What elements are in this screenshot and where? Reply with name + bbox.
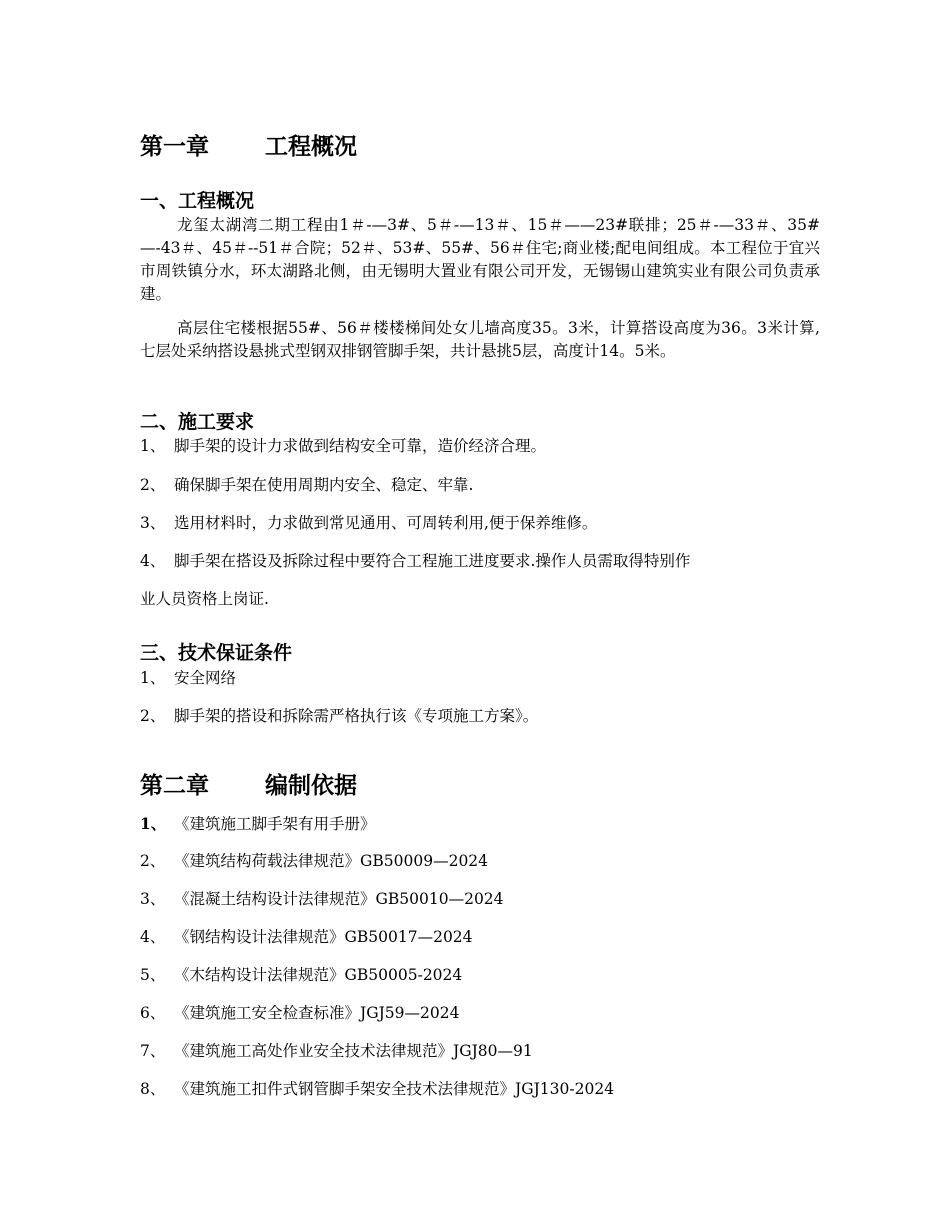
- list-text: 《建筑施工脚手架有用手册》: [174, 815, 376, 833]
- reference-item: [140, 964, 462, 987]
- list-number: 2、: [140, 707, 166, 725]
- reference-item: [140, 812, 376, 836]
- list-number: 1、: [140, 814, 167, 833]
- chapter-title: 工程概况: [265, 134, 357, 160]
- paragraph: 龙玺太湖湾二期工程由1＃-—3#、5＃-—13＃、15＃——23#联排；25＃-—33＃、35#—-43＃、45＃--51＃合院；52＃、53#、55#、56＃住宅;商业楼;配电间组成。本工程位于宜兴市周铁镇分水，环太湖路北侧，由无锡明大置业有限公司开发，无锡锡山建筑实业有限公司负责承建。: [140, 216, 820, 303]
- section-heading: 二、施工要求: [140, 411, 255, 433]
- list-item: [140, 705, 538, 728]
- list-item: [140, 550, 690, 573]
- list-item-continuation: 业人员资格上岗证.: [140, 590, 269, 608]
- list-text: 确保脚手架在使用周期内安全、稳定、牢靠.: [174, 476, 474, 494]
- reference-item: [140, 1078, 614, 1101]
- list-text: 《建筑施工扣件式钢管脚手架安全技术法律规范》JGJ130-2024: [174, 1080, 615, 1098]
- list-text: 《木结构设计法律规范》GB50005-2024: [174, 966, 463, 984]
- list-number: 7、: [140, 1042, 166, 1060]
- list-text: 脚手架在搭设及拆除过程中要符合工程施工进度要求.操作人员需取得特别作: [174, 552, 691, 570]
- list-item: [140, 435, 546, 458]
- list-number: 8、: [140, 1080, 166, 1098]
- reference-item: [140, 888, 504, 911]
- list-text: 《钢结构设计法律规范》GB50017—2024: [174, 928, 473, 946]
- reference-item: [140, 926, 473, 949]
- list-number: 4、: [140, 552, 166, 570]
- list-number: 4、: [140, 928, 166, 946]
- section-heading: 三、技术保证条件: [140, 642, 293, 664]
- reference-item: [140, 1002, 459, 1025]
- list-number: 5、: [140, 966, 166, 984]
- list-number: 6、: [140, 1004, 166, 1022]
- section-heading: 一、工程概况: [140, 190, 255, 212]
- list-item: [140, 474, 473, 497]
- reference-item: [140, 1040, 533, 1063]
- list-text: 安全网络: [174, 669, 237, 687]
- chapter-number: 第二章: [140, 773, 209, 799]
- chapter-number: 第一章: [140, 134, 209, 160]
- list-number: 2、: [140, 476, 166, 494]
- list-number: 2、: [140, 852, 166, 870]
- list-text: 《建筑结构荷载法律规范》GB50009—2024: [174, 852, 489, 870]
- list-number: 1、: [140, 669, 166, 687]
- list-text: 《混凝土结构设计法律规范》GB50010—2024: [174, 890, 504, 908]
- list-number: 1、: [140, 437, 166, 455]
- list-number: 3、: [140, 514, 166, 532]
- list-number: 3、: [140, 890, 166, 908]
- list-item: [140, 667, 236, 690]
- list-text: 脚手架的搭设和拆除需严格执行该《专项施工方案》。: [174, 707, 539, 725]
- list-text: 选用材料时，力求做到常见通用、可周转利用,便于保养维修。: [174, 514, 598, 532]
- list-item: [140, 512, 597, 535]
- chapter-title: 编制依据: [265, 773, 357, 799]
- chapter-1-heading: [140, 128, 357, 161]
- chapter-2-heading: [140, 767, 357, 800]
- list-text: 脚手架的设计力求做到结构安全可靠，造价经济合理。: [174, 437, 547, 455]
- list-text: 《建筑施工安全检查标准》JGJ59—2024: [174, 1004, 460, 1022]
- reference-item: [140, 850, 488, 873]
- paragraph: 高层住宅楼根据55#、56＃楼楼梯间处女儿墙高度35。3米，计算搭设高度为36。3米计算,七层处采纳搭设悬挑式型钢双排钢管脚手架，共计悬挑5层，高度计14。5米。: [140, 319, 820, 360]
- list-text: 《建筑施工高处作业安全技术法律规范》JGJ80—91: [174, 1042, 533, 1060]
